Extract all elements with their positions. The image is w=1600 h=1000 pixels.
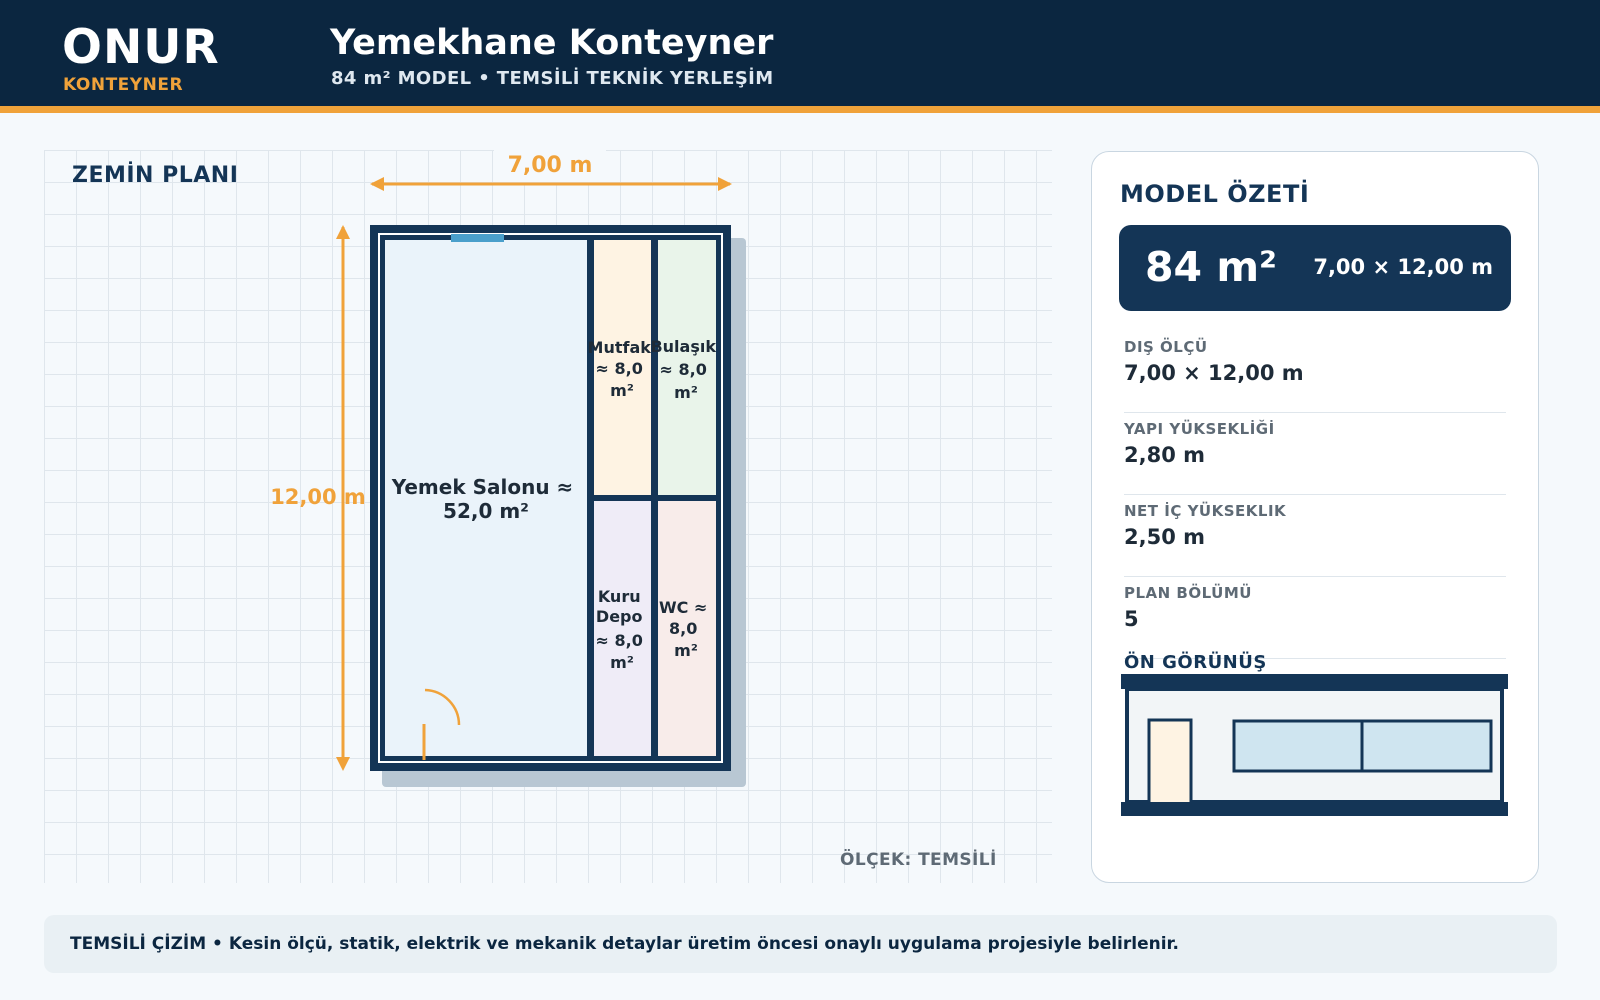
width-dimension-label: 7,00 m — [507, 153, 593, 178]
spec-value: 2,50 m — [1124, 525, 1206, 549]
summary-dimensions-value: 7,00 × 12,00 m — [1313, 255, 1493, 279]
footer-note-text: TEMSİLİ ÇİZİM • Kesin ölçü, statik, elektrik ve mekanik detaylar üretim öncesi onaylı uygulama projesiyle belirlenir. — [70, 934, 1179, 954]
room-label-kitchen: Mutfak ≈ 8,0 m² — [587, 338, 651, 400]
spec-label: PLAN BÖLÜMÜ — [1124, 584, 1252, 602]
summary-area-value: 84 m² — [1145, 243, 1278, 291]
front-door — [1149, 720, 1191, 804]
page-title: Yemekhane Konteyner — [330, 23, 774, 63]
scale-note: ÖLÇEK: TEMSİLİ — [840, 850, 997, 870]
floor-plan-title: ZEMİN PLANI — [72, 163, 239, 188]
height-dimension-label: 12,00 m — [270, 485, 366, 509]
spec-label: NET İÇ YÜKSEKLIK — [1124, 502, 1287, 520]
front-base — [1121, 802, 1508, 816]
spec-value: 2,80 m — [1124, 443, 1206, 467]
spec-label: YAPI YÜKSEKLİĞİ — [1124, 420, 1275, 438]
front-roof — [1121, 674, 1508, 689]
room-label-dining-hall: Yemek Salonu ≈ 52,0 m² — [391, 475, 574, 523]
model-summary-title: MODEL ÖZETİ — [1120, 180, 1310, 208]
spec-label: DIŞ ÖLÇÜ — [1124, 338, 1208, 356]
room-label-dishwashing: Bulaşık ≈ 8,0 m² — [650, 337, 716, 402]
spec-value: 5 — [1124, 607, 1139, 631]
spec-value: 7,00 × 12,00 m — [1124, 361, 1304, 385]
footer-note-box — [44, 915, 1557, 973]
front-view-title: ÖN GÖRÜNÜŞ — [1124, 652, 1267, 673]
room-label-dry-storage: Kuru Depo ≈ 8,0 m² — [595, 587, 643, 672]
brand-logo: ONUR — [62, 20, 220, 75]
brand-subtitle: KONTEYNER — [63, 75, 184, 95]
room-label-wc: WC ≈ 8,0 m² — [659, 598, 708, 660]
page-subtitle: 84 m² MODEL • TEMSİLİ TEKNİK YERLEŞİM — [331, 68, 774, 89]
